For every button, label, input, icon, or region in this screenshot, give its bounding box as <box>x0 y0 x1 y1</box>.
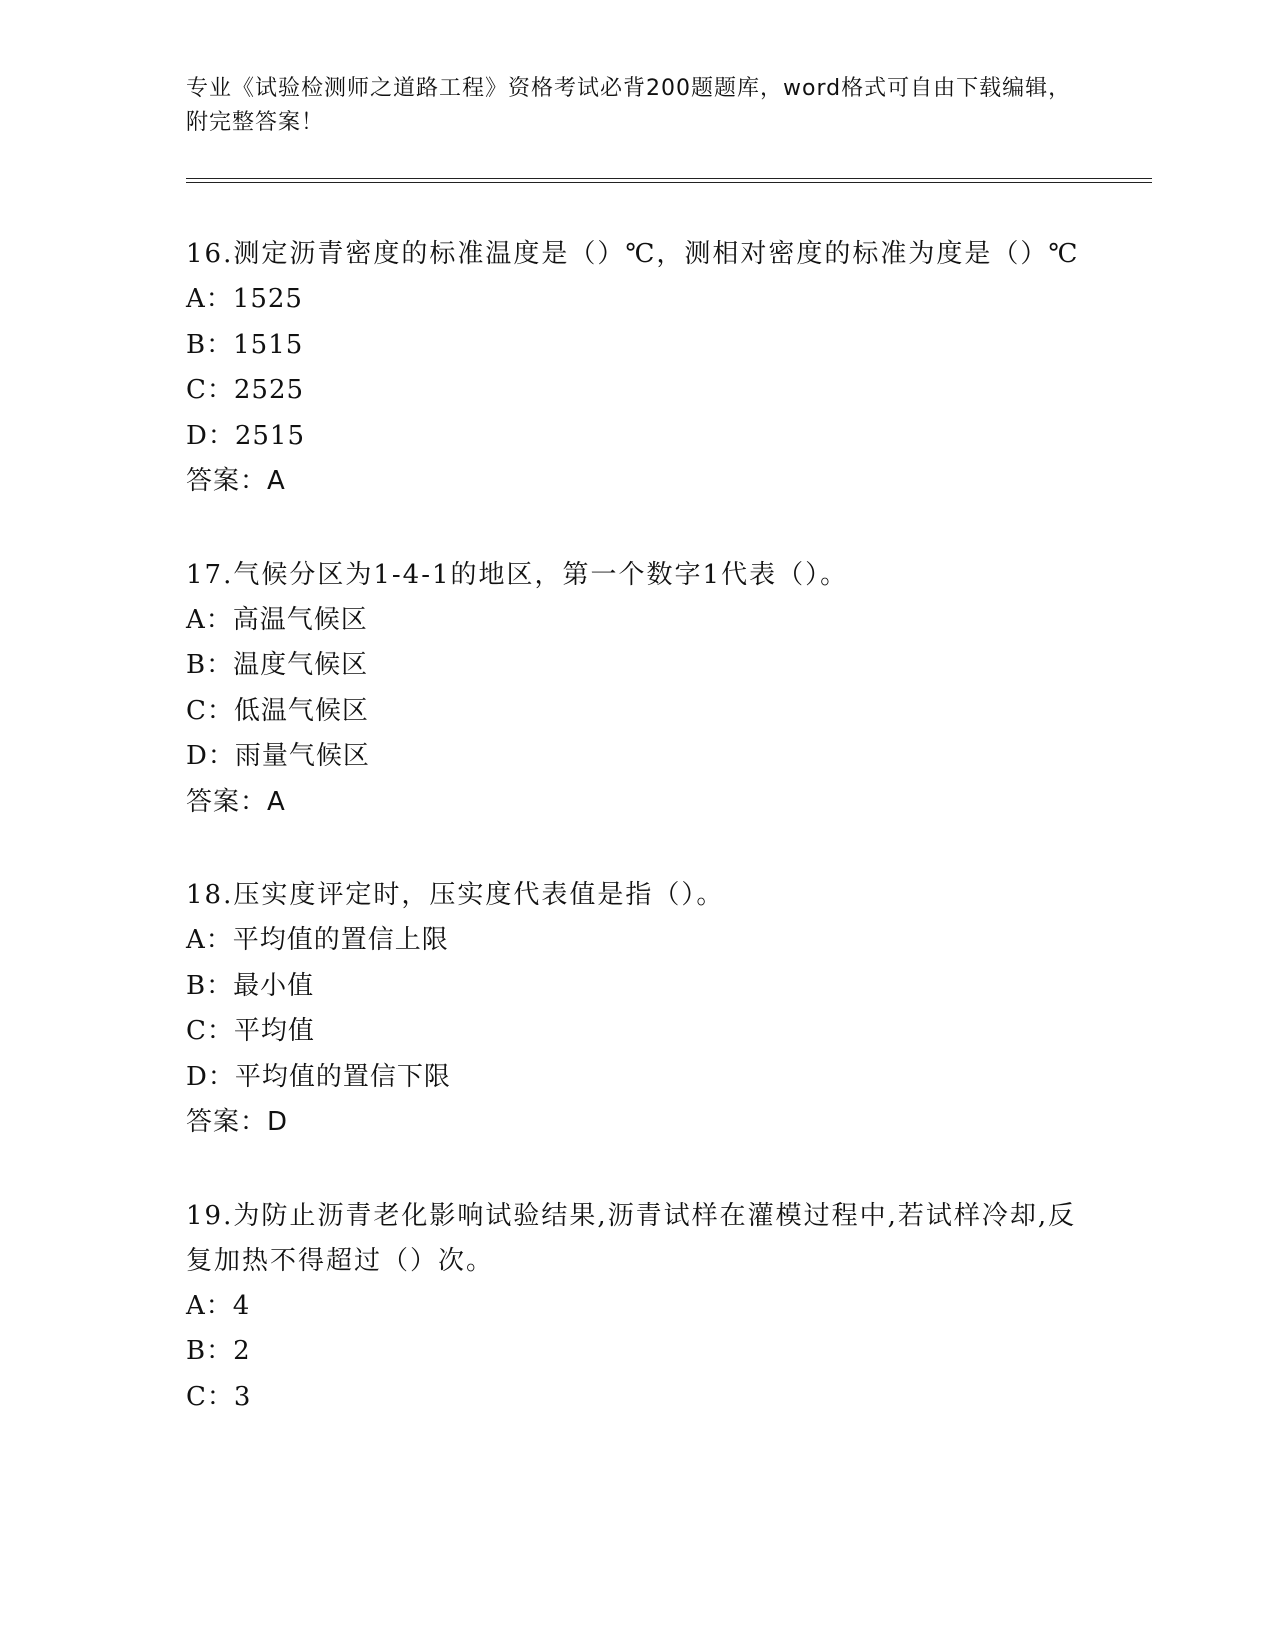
option-b: B：最小值 <box>186 970 315 1001</box>
option-d: D：雨量气候区 <box>186 741 370 771</box>
option-c: C：平均值 <box>186 1016 315 1046</box>
question-text: 17.气候分区为1-4-1的地区，第一个数字1代表（）。 <box>186 559 849 590</box>
option-d: D：2515 <box>186 420 306 451</box>
option-a: A：高温气候区 <box>186 604 368 635</box>
option-c: C：低温气候区 <box>186 695 369 726</box>
answer-label: 答案：D <box>186 1107 289 1137</box>
option-d: D：平均值的置信下限 <box>186 1061 451 1092</box>
option-c: C：3 <box>186 1381 252 1412</box>
header-divider-top <box>186 178 1152 179</box>
option-a: A：1525 <box>186 284 303 314</box>
header-divider-bottom <box>186 182 1152 183</box>
option-a: A：平均值的置信上限 <box>186 925 449 955</box>
option-b: B：1515 <box>186 329 304 360</box>
question-19 <box>186 1194 1086 1421</box>
question-18 <box>186 873 1086 1146</box>
question-text: 19.为防止沥青老化影响试验结果,沥青试样在灌模过程中,若试样冷却,反复加热不得超过（）次。 <box>186 1200 1077 1276</box>
question-17 <box>186 553 1086 826</box>
option-b: B：温度气候区 <box>186 650 369 680</box>
question-list <box>186 232 1086 1468</box>
document-header-text: 专业《试验检测师之道路工程》资格考试必背200题题库，word格式可自由下载编辑，附完整答案！ <box>186 76 1072 135</box>
question-text: 18.压实度评定时，压实度代表值是指（）。 <box>186 880 725 910</box>
option-c: C：2525 <box>186 375 305 405</box>
question-text: 16.测定沥青密度的标准温度是（）℃，测相对密度的标准为度是（）℃ <box>186 239 1080 269</box>
answer-label: 答案：A <box>186 466 286 496</box>
answer-label: 答案：A <box>186 786 286 817</box>
question-16 <box>186 232 1086 505</box>
option-a: A：4 <box>186 1290 251 1321</box>
option-b: B：2 <box>186 1336 251 1366</box>
